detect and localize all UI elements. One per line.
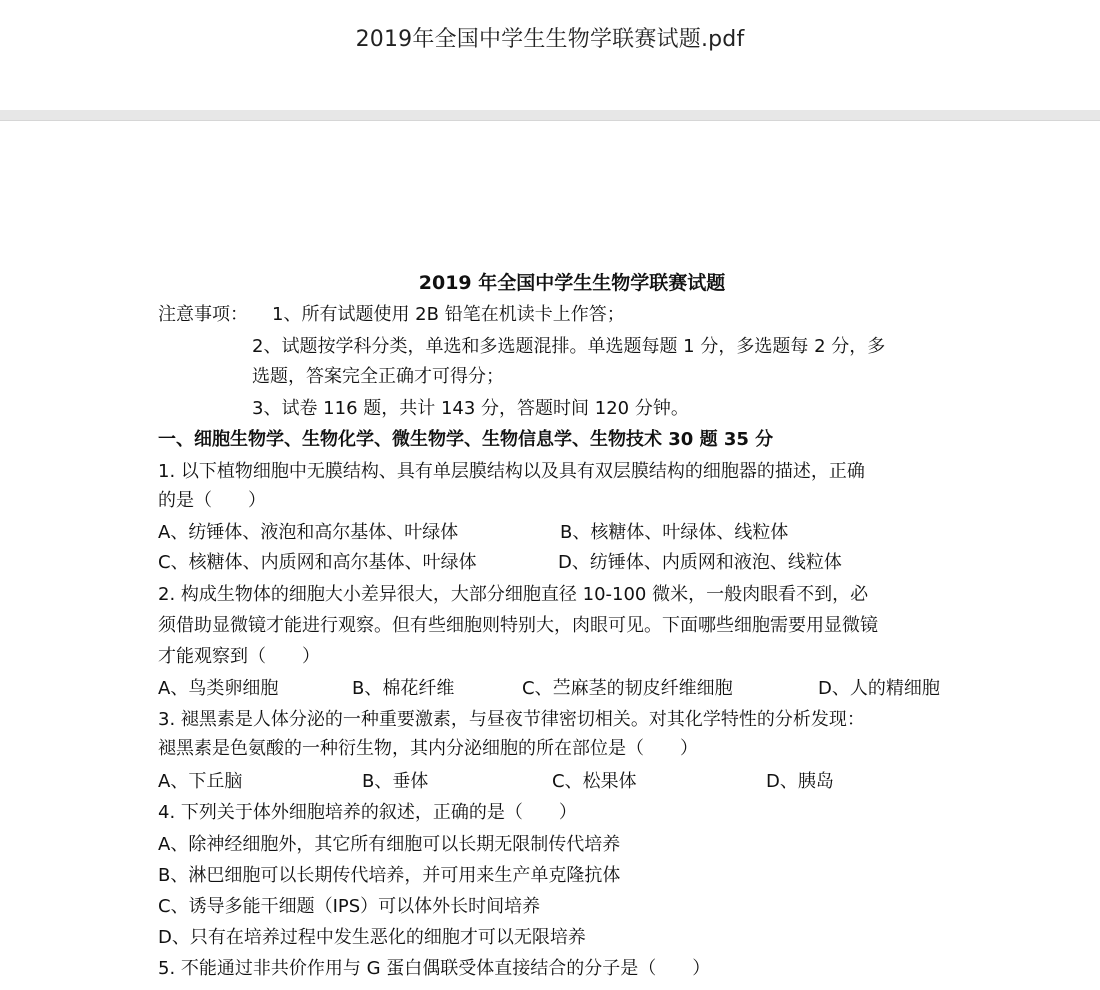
question-1-line-2: 的是（ ） [158, 490, 266, 511]
question-1-option-b: B、核糖体、叶绿体、线粒体 [560, 522, 789, 543]
question-3-option-b: B、垂体 [362, 771, 429, 792]
question-1-line-1: 1. 以下植物细胞中无膜结构、具有单层膜结构以及具有双层膜结构的细胞器的描述，正确 [158, 461, 865, 482]
question-2-line-2: 须借助显微镜才能进行观察。但有些细胞则特别大，肉眼可见。下面哪些细胞需要用显微镜 [158, 615, 878, 636]
question-4-option-c: C、诱导多能干细题（IPS）可以体外长时间培养 [158, 896, 541, 917]
question-4-option-a: A、除神经细胞外，其它所有细胞可以长期无限制传代培养 [158, 834, 621, 855]
question-2-option-a: A、鸟类卵细胞 [158, 678, 279, 699]
question-2-line-1: 2. 构成生物体的细胞大小差异很大，大部分细胞直径 10-100 微米，一般肉眼看不到，必 [158, 584, 869, 605]
question-2-option-b: B、棉花纤维 [352, 678, 455, 699]
file-title: 2019年全国中学生生物学联赛试题.pdf [355, 27, 745, 52]
question-1-option-d: D、纺锤体、内质网和液泡、线粒体 [558, 552, 842, 573]
question-3-line-2: 褪黑素是色氨酸的一种衍生物，其内分泌细胞的所在部位是（ ） [158, 738, 698, 759]
question-5-line-1: 5. 不能通过非共价作用与 G 蛋白偶联受体直接结合的分子是（ ） [158, 958, 711, 979]
question-4-option-b: B、淋巴细胞可以长期传代培养，并可用来生产单克隆抗体 [158, 865, 621, 886]
question-2-option-c: C、苎麻茎的韧皮纤维细胞 [522, 678, 733, 699]
notes-item-2-line-2: 选题，答案完全正确才可得分； [252, 366, 504, 387]
question-4-line-1: 4. 下列关于体外细胞培养的叙述，正确的是（ ） [158, 802, 577, 823]
question-3-option-d: D、胰岛 [766, 771, 834, 792]
question-3-option-a: A、下丘脑 [158, 771, 243, 792]
question-3-line-1: 3. 褪黑素是人体分泌的一种重要激素，与昼夜节律密切相关。对其化学特性的分析发现： [158, 709, 865, 730]
notes-item-2-line-1: 2、试题按学科分类，单选和多选题混排。单选题每题 1 分，多选题每 2 分，多 [252, 336, 886, 357]
document-title: 2019 年全国中学生生物学联赛试题 [418, 272, 726, 294]
question-1-option-a: A、纺锤体、液泡和高尔基体、叶绿体 [158, 522, 459, 543]
question-2-option-d: D、人的精细胞 [818, 678, 940, 699]
notes-item-3: 3、试卷 116 题，共计 143 分，答题时间 120 分钟。 [252, 398, 689, 419]
viewer-toolbar-strip [0, 110, 1100, 121]
question-1-option-c: C、核糖体、内质网和高尔基体、叶绿体 [158, 552, 477, 573]
section-1-heading: 一、细胞生物学、生物化学、微生物学、生物信息学、生物技术 30 题 35 分 [158, 429, 774, 450]
notes-item-1: 1、所有试题使用 2B 铅笔在机读卡上作答； [272, 304, 625, 325]
title-bar [0, 0, 1100, 110]
question-3-option-c: C、松果体 [552, 771, 637, 792]
question-4-option-d: D、只有在培养过程中发生恶化的细胞才可以无限培养 [158, 927, 586, 948]
notes-label: 注意事项： [158, 304, 248, 325]
question-2-line-3: 才能观察到（ ） [158, 646, 320, 667]
